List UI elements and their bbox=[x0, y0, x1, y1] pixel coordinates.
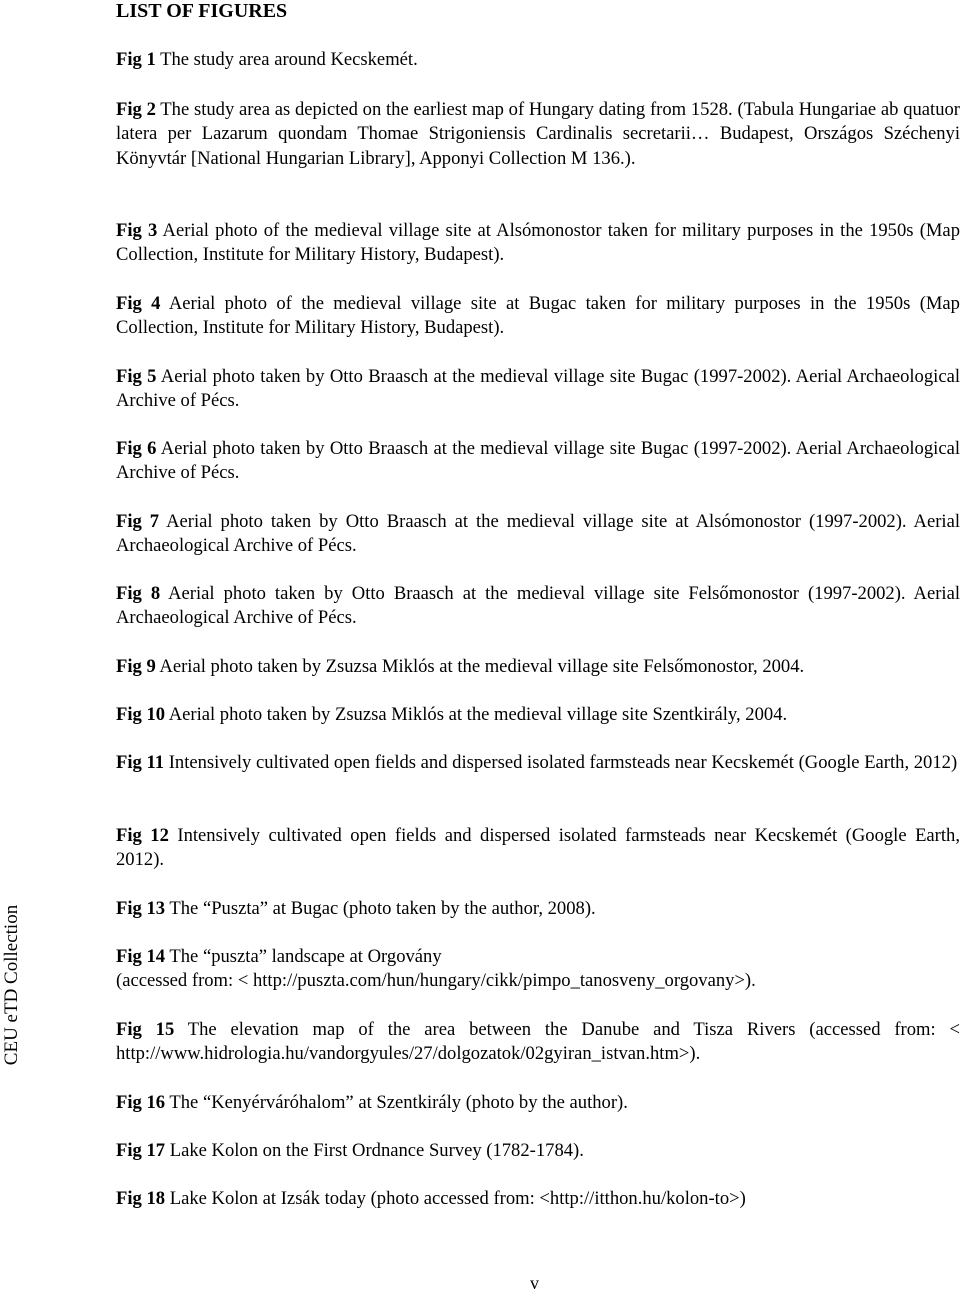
watermark-text: CEU eTD Collection bbox=[1, 904, 22, 1066]
figure-caption: Aerial photo taken by Otto Braasch at the medieval village site at Alsómonostor (1997-2002). Aerial Archaeological Archive of Pécs. bbox=[116, 511, 960, 557]
figure-label: Fig 10 bbox=[116, 704, 166, 725]
figure-label: Fig 2 bbox=[116, 99, 156, 120]
figure-entry-16 bbox=[116, 1091, 960, 1115]
figure-caption: Intensively cultivated open fields and dispersed isolated farmsteads near Kecskemét (Google Earth, 2012) bbox=[168, 752, 958, 773]
figure-label: Fig 1 bbox=[116, 49, 156, 70]
figure-label: Fig 4 bbox=[116, 293, 161, 314]
figure-entry-15 bbox=[116, 1018, 960, 1067]
figure-entry-13 bbox=[116, 897, 960, 921]
figure-label: Fig 16 bbox=[116, 1092, 166, 1113]
figure-label: Fig 3 bbox=[116, 220, 158, 241]
figure-caption: The study area as depicted on the earliest map of Hungary dating from 1528. (Tabula Hungariae ab quatuor latera per Lazarum quondam Thomae Strigoniensis Cardinalis secretarii… Budapest, Országos Széchenyi Könyvtár [National Hungarian Library], Apponyi Collection M 136.). bbox=[116, 99, 960, 169]
figure-label: Fig 5 bbox=[116, 366, 157, 387]
figure-entry-4 bbox=[116, 292, 960, 341]
figure-caption: Intensively cultivated open fields and dispersed isolated farmsteads near Kecskemét (Google Earth, 2012). bbox=[116, 825, 960, 871]
figure-caption: The elevation map of the area between the Danube and Tisza Rivers (accessed from: < bbox=[187, 1019, 960, 1040]
figure-label: Fig 18 bbox=[116, 1188, 166, 1209]
figure-entry-12 bbox=[116, 824, 960, 873]
figure-caption: The “Kenyérváróhalom” at Szentkirály (photo by the author). bbox=[169, 1092, 628, 1113]
figure-entry-18 bbox=[116, 1187, 960, 1211]
figure-label: Fig 14 bbox=[116, 946, 166, 967]
figure-caption: Aerial photo taken by Otto Braasch at the medieval village site Felsőmonostor (1997-2002). Aerial Archaeological Archive of Pécs. bbox=[116, 583, 960, 629]
figure-caption: The study area around Kecskemét. bbox=[160, 49, 418, 70]
figure-caption: Aerial photo of the medieval village site at Alsómonostor taken for military purposes in the 1950s (Map Collection, Institute for Military History, Budapest). bbox=[116, 220, 960, 266]
figure-entry-17 bbox=[116, 1139, 960, 1163]
figure-label: Fig 11 bbox=[116, 752, 165, 773]
figure-caption: Aerial photo of the medieval village site at Bugac taken for military purposes in the 1950s (Map Collection, Institute for Military History, Budapest). bbox=[116, 293, 960, 339]
figure-label: Fig 9 bbox=[116, 656, 156, 677]
figure-caption: Aerial photo taken by Otto Braasch at the medieval village site Bugac (1997-2002). Aerial Archaeological Archive of Pécs. bbox=[116, 366, 960, 412]
figure-entry-2 bbox=[116, 98, 960, 171]
side-watermark bbox=[0, 905, 24, 1065]
figure-label: Fig 13 bbox=[116, 898, 166, 919]
figure-label: Fig 15 bbox=[116, 1019, 175, 1040]
figure-entry-7 bbox=[116, 510, 960, 559]
figure-entry-3 bbox=[116, 219, 960, 268]
figure-caption: Lake Kolon on the First Ordnance Survey (1782-1784). bbox=[169, 1140, 584, 1161]
figure-label: Fig 6 bbox=[116, 438, 157, 459]
figure-entry-8 bbox=[116, 582, 960, 631]
figure-entry-10 bbox=[116, 703, 960, 727]
figure-caption: Aerial photo taken by Zsuzsa Miklós at the medieval village site Szentkirály, 2004. bbox=[168, 704, 788, 725]
page-title: LIST OF FIGURES bbox=[116, 0, 288, 22]
figure-label: Fig 12 bbox=[116, 825, 169, 846]
figure-caption: The “Puszta” at Bugac (photo taken by the author, 2008). bbox=[169, 898, 596, 919]
figure-caption-line-2: http://www.hidrologia.hu/vandorgyules/27/dolgozatok/02gyiran_istvan.htm>). bbox=[116, 1043, 701, 1065]
figure-line bbox=[116, 945, 960, 969]
figure-caption: Aerial photo taken by Zsuzsa Miklós at the medieval village site Felsőmonostor, 2004. bbox=[159, 656, 805, 677]
figure-caption: Aerial photo taken by Otto Braasch at the medieval village site Bugac (1997-2002). Aerial Archaeological Archive of Pécs. bbox=[116, 438, 960, 484]
figure-label: Fig 7 bbox=[116, 511, 160, 532]
figure-line bbox=[116, 1018, 960, 1042]
figure-entry-1 bbox=[116, 48, 960, 72]
figure-label: Fig 8 bbox=[116, 583, 161, 604]
figure-label: Fig 17 bbox=[116, 1140, 166, 1161]
figure-caption-line-2: (accessed from: < http://puszta.com/hun/hungary/cikk/pimpo_tanosveny_orgovany>). bbox=[116, 970, 756, 992]
figure-entry-6 bbox=[116, 437, 960, 486]
figure-entry-5 bbox=[116, 365, 960, 414]
figure-entry-9 bbox=[116, 655, 960, 679]
figure-entry-14 bbox=[116, 945, 960, 994]
figure-caption: Lake Kolon at Izsák today (photo accessed from: <http://itthon.hu/kolon-to>) bbox=[169, 1188, 746, 1209]
page-number: v bbox=[530, 1273, 539, 1293]
figure-entry-11 bbox=[116, 751, 960, 775]
figure-caption: The “puszta” landscape at Orgovány bbox=[169, 946, 442, 967]
